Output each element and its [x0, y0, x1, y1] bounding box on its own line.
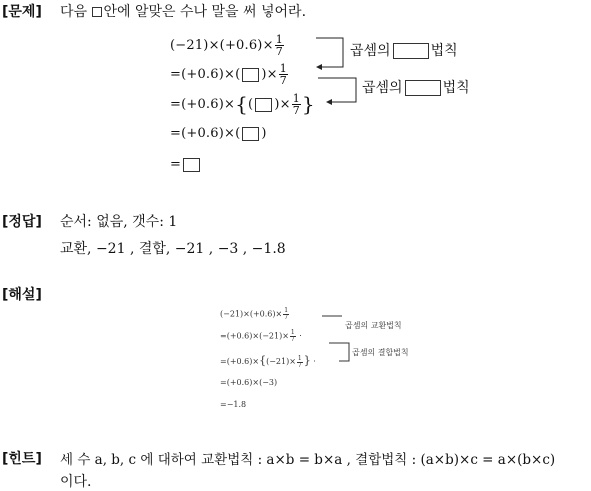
- line4-expr-a: =(+0.6)×(: [170, 126, 241, 141]
- annot2-text-a: 곱셈의: [362, 80, 403, 96]
- line4-expr-b: ): [261, 126, 267, 141]
- left-brace: {: [235, 92, 249, 116]
- arrow-bracket-1: [316, 38, 343, 67]
- line2-expr-b: )×: [261, 67, 278, 82]
- expl2-dot: ·: [299, 331, 302, 341]
- arrowhead-2: [326, 99, 332, 105]
- left-paren: (: [248, 97, 254, 112]
- annotation-1: [350, 40, 458, 60]
- expl3-dot: ·: [313, 357, 316, 366]
- explanation-label: [해설]: [2, 287, 42, 303]
- expl-line-5: =−1.8: [220, 400, 247, 409]
- hint-label: [힌트]: [2, 451, 42, 467]
- prompt-after-box: 안에 알맞은 수나 말을 써 넣어라.: [103, 4, 307, 20]
- hint-line-2: 이다.: [60, 474, 92, 490]
- right-brace: }: [301, 92, 315, 116]
- annotation-2: [362, 77, 470, 97]
- expl-note-2: 곱셈의 결합법칙: [352, 348, 409, 357]
- answer-label: [정답]: [2, 214, 42, 230]
- annot2-text-b: 법칙: [442, 80, 470, 96]
- line3-expr-a: =(+0.6)×: [170, 97, 236, 112]
- line1-expr: (−21)×(+0.6)×: [170, 38, 274, 53]
- expl1-expr: (−21)×(+0.6)×: [220, 309, 283, 319]
- arrow-bracket-2: [318, 78, 356, 102]
- annot1-text-b: 법칙: [430, 43, 458, 59]
- fraction-one-seventh: $\frac{1}{7}$: [279, 62, 287, 87]
- arrowhead-1: [316, 64, 322, 70]
- expl-bracket: [329, 343, 349, 361]
- hint-line-1: 세 수 a, b, c 에 대하여 교환법칙 : a×b = b×a , 결합법칙 : (a×b)×c = a×(b×c): [60, 452, 556, 468]
- line3-expr-b: )×: [274, 97, 291, 112]
- fraction-one-seventh: $\frac{1}{7}$: [290, 329, 295, 343]
- problem-label: [문제]: [2, 4, 42, 20]
- expl-note-1: 곱셈의 교환법칙: [345, 321, 402, 330]
- expl2-expr: =(+0.6)×(−21)×: [220, 331, 289, 341]
- prompt-before-box: 다음: [60, 4, 88, 20]
- line2-expr-a: =(+0.6)×(: [170, 67, 241, 82]
- fraction-one-seventh: $\frac{1}{7}$: [297, 354, 302, 369]
- expl3-expr-a: =(+0.6)×: [220, 357, 260, 366]
- fraction-one-seventh: $\frac{1}{7}$: [284, 307, 289, 321]
- blank-box-annot1: [393, 43, 429, 59]
- expl-line-2: [220, 330, 302, 343]
- expl-line-1: [220, 308, 290, 321]
- answer-line-1: 순서: 없음, 갯수: 1: [60, 214, 178, 230]
- fraction-one-seventh: $\frac{1}{7}$: [275, 33, 283, 58]
- expl3-expr-b: (−21)×: [266, 357, 296, 366]
- expl3-left-brace: {: [259, 354, 267, 367]
- annot1-text-a: 곱셈의: [350, 43, 391, 59]
- answer-line-2: 교환, −21 , 결합, −21 , −3 , −1.8: [60, 241, 286, 257]
- line5-expr: =: [170, 157, 182, 172]
- fraction-one-seventh: $\frac{1}{7}$: [292, 92, 300, 117]
- expl-line-4: =(+0.6)×(−3): [220, 378, 278, 387]
- expl-line-3: [220, 354, 316, 369]
- blank-box-annot2: [405, 80, 441, 96]
- expl3-right-brace: }: [303, 354, 311, 367]
